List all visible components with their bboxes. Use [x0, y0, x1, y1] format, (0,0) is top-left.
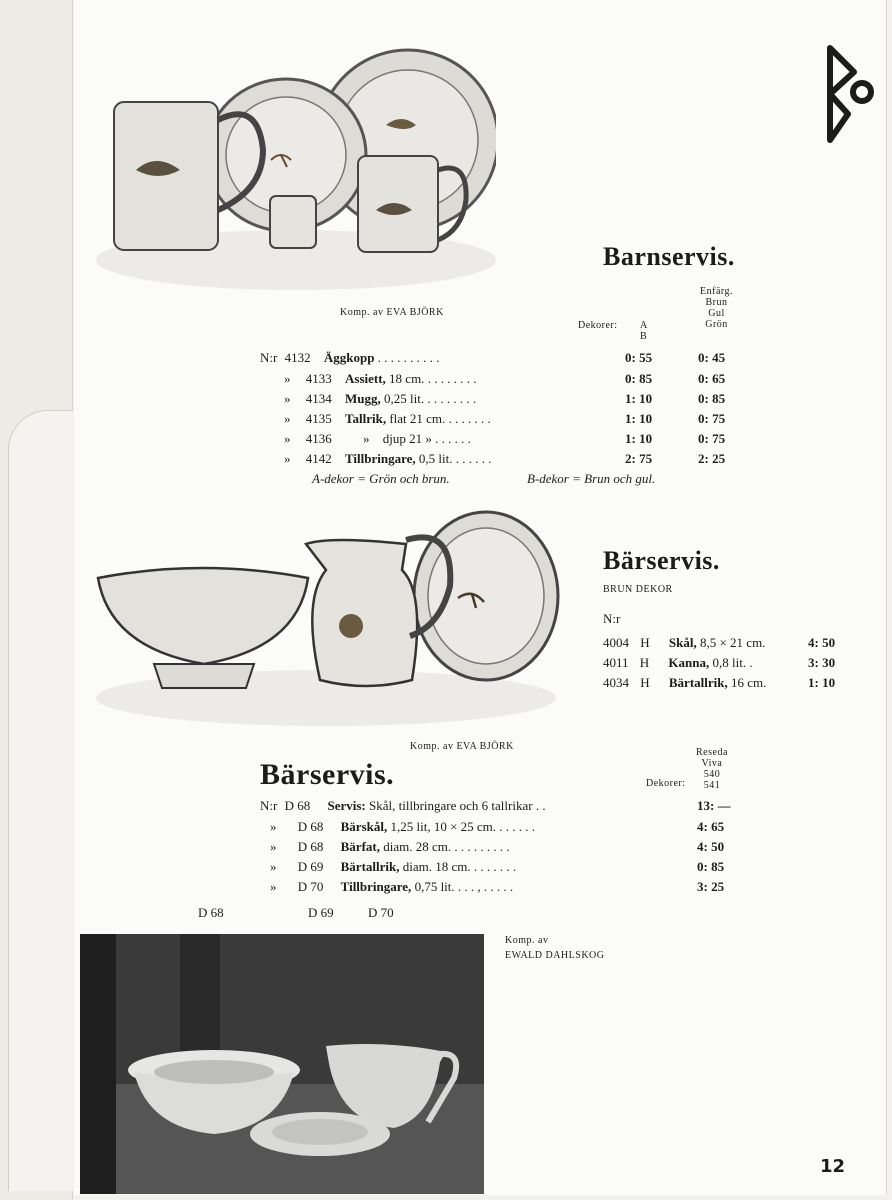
row-code: D 70: [297, 879, 324, 894]
row-name: Tallrik,: [345, 411, 387, 426]
dekor-name: 540: [703, 769, 721, 780]
table-row: [284, 451, 492, 467]
row-number: 4034: [603, 675, 629, 690]
row-letter: H: [640, 635, 650, 650]
brun-dekor-subtitle: BRUN DEKOR: [603, 584, 673, 595]
row-prefix: »: [284, 431, 291, 446]
row-detail: 18 cm.: [389, 371, 425, 386]
price: 4: 50: [808, 635, 836, 650]
row-prefix: »: [270, 859, 277, 874]
footnote-a-dekor: A-dekor = Grön och brun.: [312, 471, 450, 486]
price-enfarg: 0: 65: [698, 371, 726, 386]
photo-content: [80, 934, 484, 1194]
row-dots: . . . , . . . . .: [457, 879, 514, 894]
row-name: Kanna,: [668, 655, 710, 670]
table-row: [284, 391, 476, 407]
row-number: 4142: [305, 451, 332, 466]
children-set-illustration: [96, 30, 496, 292]
index-tab: [8, 410, 73, 1191]
row-dots: . .: [535, 798, 546, 813]
row-letter: H: [640, 675, 650, 690]
table-row: [603, 655, 753, 671]
table-row: [284, 431, 471, 447]
row-detail: 1,25 lit, 10 × 25 cm.: [390, 819, 497, 834]
table-row: [270, 879, 513, 895]
barnservis-designer: Komp. av EVA BJÖRK: [340, 307, 444, 318]
row-name: Äggkopp: [323, 350, 375, 365]
table-row: [260, 350, 439, 366]
row-detail: 8,5 × 21 cm.: [699, 635, 766, 650]
price: 0: 85: [697, 859, 725, 874]
row-prefix: »: [284, 451, 291, 466]
row-detail: djup 21 »: [382, 431, 432, 446]
price-enfarg: 0: 85: [698, 391, 726, 406]
row-name: Bärtallrik,: [340, 859, 400, 874]
row-detail: flat 21 cm.: [389, 411, 446, 426]
row-detail: 0,25 lit.: [384, 391, 425, 406]
table-row: [603, 675, 766, 691]
barnservis-title: Barnservis.: [603, 242, 735, 271]
price-enfarg: 0: 75: [698, 411, 726, 426]
row-number: 4135: [305, 411, 332, 426]
row-detail: 0,8 lit. .: [712, 655, 753, 670]
dekorer-label: Dekorer:: [646, 778, 686, 789]
row-prefix: »: [284, 371, 291, 386]
price-a: 1: 10: [625, 411, 653, 426]
enfarg-line: Gul: [708, 308, 725, 319]
photo-label-d70: D 70: [368, 905, 394, 920]
row-letter: H: [639, 655, 650, 670]
price-a: 1: 10: [625, 391, 653, 406]
enfarg-line: Enfärg.: [700, 286, 734, 297]
row-prefix: N:r: [260, 350, 278, 365]
dekor-a-label: A: [640, 320, 648, 331]
row-code: D 68: [297, 839, 324, 854]
dekor-name: Reseda: [696, 747, 728, 758]
dekor-b-label: B: [640, 331, 648, 342]
photo-label-d68: D 68: [198, 905, 224, 920]
row-number: 4011: [603, 655, 629, 670]
row-prefix: N:r: [260, 798, 278, 813]
row-name: Servis:: [327, 798, 366, 813]
table-row: [270, 819, 535, 835]
row-name: »: [363, 431, 370, 446]
photo-designer-line1: Komp. av: [505, 935, 549, 946]
page-number: 12: [820, 1156, 846, 1177]
price: 3: 25: [697, 879, 725, 894]
price-enfarg: 2: 25: [698, 451, 726, 466]
price: 4: 65: [697, 819, 725, 834]
price-a: 1: 10: [625, 431, 653, 446]
row-number: 4136: [305, 431, 332, 446]
row-name: Skål,: [668, 635, 697, 650]
row-code: D 69: [297, 859, 324, 874]
row-number: 4134: [305, 391, 332, 406]
row-prefix: »: [270, 819, 277, 834]
row-dots: . . . . . .: [435, 431, 471, 446]
row-dots: . . . . . . . . . .: [377, 350, 440, 365]
barservis-brun-title: Bärservis.: [603, 546, 720, 575]
berry-set-photo: [80, 934, 484, 1194]
table-row: [260, 798, 546, 814]
barservis-title: Bärservis.: [260, 758, 395, 791]
row-code: D 68: [284, 798, 311, 813]
price-a: 0: 55: [625, 350, 653, 365]
price: 4: 50: [697, 839, 725, 854]
row-dots: . . . . . . . .: [427, 371, 477, 386]
logo-text: [830, 150, 832, 151]
berry-set-brown-illustration: [96, 508, 562, 726]
row-code: D 68: [297, 819, 324, 834]
row-name: Mugg,: [345, 391, 381, 406]
photo-designer-line2: EWALD DAHLSKOG: [505, 950, 605, 961]
row-dots: . . . . . .: [499, 819, 536, 834]
enfarg-line: Grön: [705, 319, 728, 330]
enfarg-line: Brun: [705, 297, 728, 308]
row-name: Bärfat,: [340, 839, 380, 854]
photo-label-d69: D 69: [308, 905, 334, 920]
price: 3: 30: [808, 655, 836, 670]
dekor-names: [696, 747, 728, 791]
row-prefix: »: [284, 391, 291, 406]
row-name: Bärtallrik,: [668, 675, 728, 690]
footnote-b-dekor: B-dekor = Brun och gul.: [527, 471, 656, 486]
table-row: [270, 859, 516, 875]
row-prefix: »: [270, 879, 277, 894]
price: 13: —: [697, 798, 731, 813]
row-dots: . . . . . . . .: [427, 391, 477, 406]
row-number: 4133: [305, 371, 332, 386]
row-dots: . . . . . . .: [473, 859, 517, 874]
row-prefix: »: [284, 411, 291, 426]
dekorer-label: Dekorer:: [578, 320, 618, 331]
row-name: Tillbringare,: [340, 879, 412, 894]
row-dots: . . . . . . .: [448, 411, 491, 426]
row-dots: . . . . . .: [455, 451, 492, 466]
row-name: Tillbringare,: [345, 451, 416, 466]
row-prefix: »: [270, 839, 277, 854]
row-detail: diam. 18 cm.: [402, 859, 471, 874]
price: 1: 10: [808, 675, 836, 690]
barservis-designer: Komp. av EVA BJÖRK: [410, 741, 514, 752]
table-row: [270, 839, 510, 855]
table-row: [603, 635, 765, 651]
row-detail: Skål, tillbringare och 6 tallrikar: [369, 798, 533, 813]
row-name: Bärskål,: [340, 819, 388, 834]
table-row: [284, 411, 491, 427]
row-detail: diam. 28 cm.: [383, 839, 452, 854]
price-enfarg: 0: 45: [698, 350, 726, 365]
enfarg-header: [700, 286, 733, 330]
bo-logo-icon: [826, 44, 876, 144]
price-a: 2: 75: [625, 451, 653, 466]
row-dots: . . . . . . . . .: [454, 839, 510, 854]
row-detail: 0,5 lit.: [418, 451, 453, 466]
row-detail: 0,75 lit.: [414, 879, 455, 894]
nr-label: N:r: [603, 611, 621, 626]
row-number: 4132: [284, 350, 311, 365]
dekor-name: 541: [703, 780, 721, 791]
row-number: 4004: [603, 635, 629, 650]
dekor-name: Viva: [701, 758, 723, 769]
row-name: Assiett,: [345, 371, 386, 386]
table-row: [284, 371, 476, 387]
price-enfarg: 0: 75: [698, 431, 726, 446]
row-detail: 16 cm.: [731, 675, 767, 690]
price-a: 0: 85: [625, 371, 653, 386]
